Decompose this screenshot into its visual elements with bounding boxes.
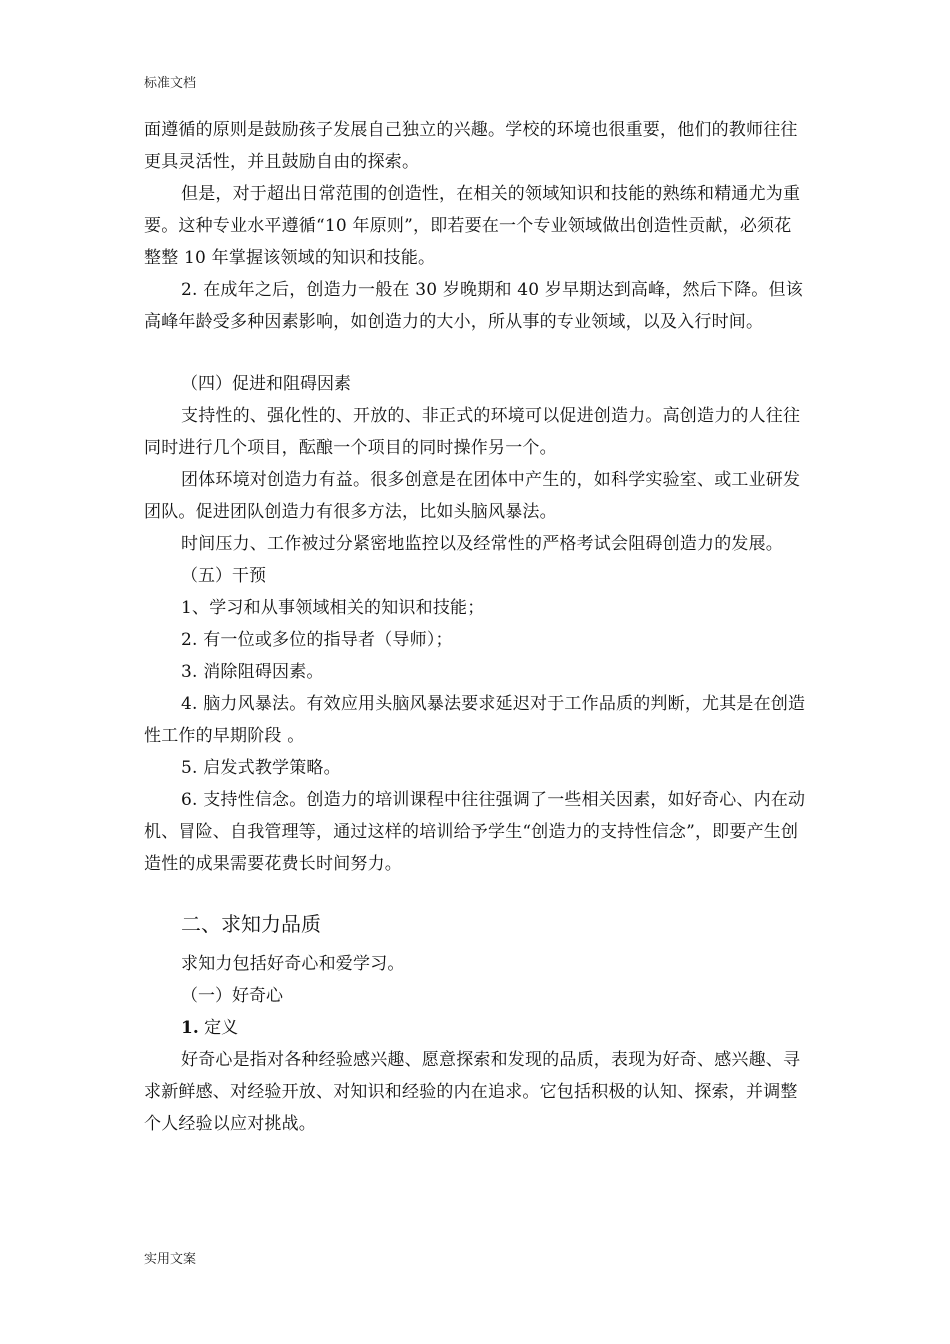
paragraph: 面遵循的原则是鼓励孩子发展自己独立的兴趣。学校的环境也很重要，他们的教师往往更具灵活性，并且鼓励自由的探索。 <box>144 120 798 172</box>
heading-label: 定义 <box>198 1018 239 1038</box>
list-item: 4. 脑力风暴法。有效应用头脑风暴法要求延迟对于工作品质的判断，尤其是在创造性工作的早期阶段 。 <box>144 694 806 746</box>
list-item: 6. 支持性信念。创造力的培训课程中往往强调了一些相关因素，如好奇心、内在动机、冒险、自我管理等，通过这样的培训给予学生“创造力的支持性信念”，即要产生创造性的成果需要花费长时间努力。 <box>144 790 806 874</box>
paragraph: 支持性的、强化性的、开放的、非正式的环境可以促进创造力。高创造力的人往往同时进行几个项目，酝酿一个项目的同时操作另一个。 <box>144 406 801 458</box>
page-footer: 实用文案 <box>144 1252 197 1267</box>
list-item: 3. 消除阻碍因素。 <box>181 662 324 682</box>
list-item: 5. 启发式教学策略。 <box>181 758 341 778</box>
paragraph: 好奇心是指对各种经验感兴趣、愿意探索和发现的品质，表现为好奇、感兴趣、寻求新鲜感、对经验开放、对知识和经验的内在追求。它包括积极的认知、探索，并调整个人经验以应对挑战。 <box>144 1050 801 1134</box>
list-item: 1、学习和从事领域相关的知识和技能； <box>181 598 485 618</box>
paragraph: 团体环境对创造力有益。很多创意是在团体中产生的，如科学实验室、或工业研发团队。促进团队创造力有很多方法，比如头脑风暴法。 <box>144 470 801 522</box>
section-heading: （一）好奇心 <box>181 986 283 1006</box>
paragraph: 但是，对于超出日常范围的创造性，在相关的领域知识和技能的熟练和精通尤为重要。这种专业水平遵循“10 年原则”，即若要在一个专业领域做出创造性贡献，必须花整整 10 年掌握该领域的知识和技能。 <box>144 184 801 268</box>
page-header: 标准文档 <box>144 76 197 91</box>
document-body <box>144 114 808 1140</box>
paragraph: 时间压力、工作被过分紧密地监控以及经常性的严格考试会阻碍创造力的发展。 <box>181 534 783 554</box>
heading-number: 1. <box>181 1018 199 1038</box>
subsection-heading <box>144 1012 808 1044</box>
paragraph: 求知力包括好奇心和爱学习。 <box>181 954 405 974</box>
section-heading: （五）干预 <box>181 566 266 586</box>
paragraph: 2. 在成年之后，创造力一般在 30 岁晚期和 40 岁早期达到高峰，然后下降。但该高峰年龄受多种因素影响，如创造力的大小，所从事的专业领域，以及入行时间。 <box>144 280 803 332</box>
list-item: 2. 有一位或多位的指导者（导师）； <box>181 630 453 650</box>
section-heading: （四）促进和阻碍因素 <box>181 374 351 394</box>
part-heading: 二、求知力品质 <box>181 912 321 936</box>
